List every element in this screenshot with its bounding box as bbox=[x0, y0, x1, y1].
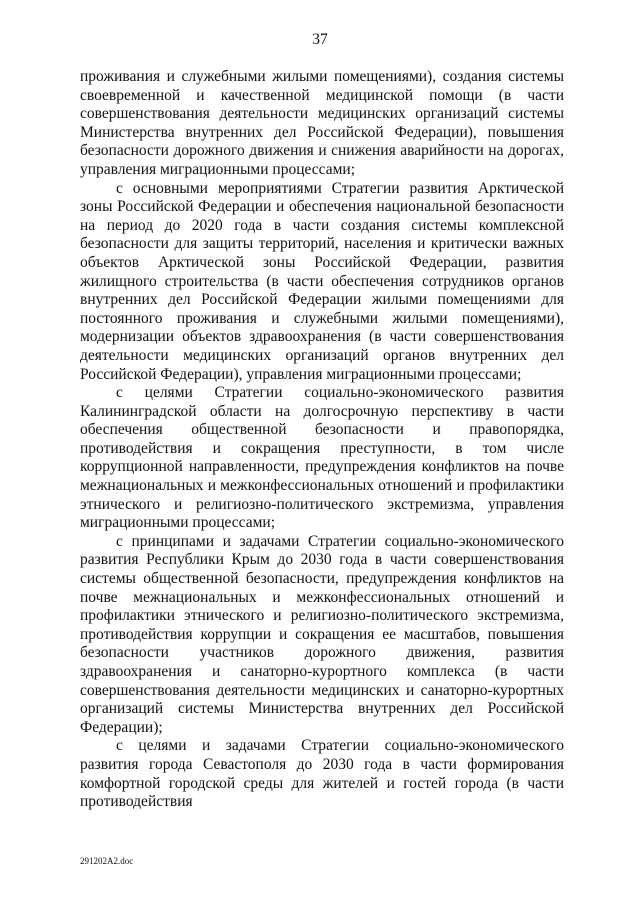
body-text bbox=[80, 68, 564, 812]
paragraph: с основными мероприятиями Стратегии развития Арктической зоны Российской Федерации и обеспечения национальной безопасности на период до 2020 года в части создания системы комплексной безопасности для защиты территорий, населения и критически важных объектов Арктической зоны Российской Федерации, развития жилищного строительства (в части обеспечения сотрудников органов внутренних дел Российской Федерации жилыми помещениями для постоянного проживания и служебными жилыми помещениями), модернизации объектов здравоохранения (в части совершенствования деятельности медицинских организаций органов внутренних дел Российской Федерации), управления миграционными процессами; bbox=[80, 179, 564, 383]
paragraph: с целями и задачами Стратегии социально-экономического развития города Севастополя до 2030 года в части формирования комфортной городской среды для жителей и гостей города (в части противодействия bbox=[80, 737, 564, 811]
paragraph: с принципами и задачами Стратегии социально-экономического развития Республики Крым до 2030 года в части совершенствования системы общественной безопасности, предупреждения конфликтов на почве межнациональных и межконфессиональных отношений и профилактики этнического и религиозно-политического экстремизма, противодействия коррупции и сокращения ее масштабов, повышения безопасности участников дорожного движения, развития здравоохранения и санаторно-курортного комплекса (в части совершенствования деятельности медицинских и санаторно-курортных организаций системы Министерства внутренних дел Российской Федерации); bbox=[80, 532, 564, 736]
page-number: 37 bbox=[312, 31, 328, 48]
paragraph: проживания и служебными жилыми помещениями), создания системы своевременной и качественной медицинской помощи (в части совершенствования деятельности медицинских организаций системы Министерства внутренних дел Российской Федерации), повышения безопасности дорожного движения и снижения аварийности на дорогах, управления миграционными процессами; bbox=[80, 68, 564, 178]
footer-filename: 291202A2.doc bbox=[80, 856, 134, 866]
paragraph: с целями Стратегии социально-экономического развития Калининградской области на долгосрочную перспективу в части обеспечения общественной безопасности и правопорядка, противодействия и сокращения преступности, в том числе коррупционной направленности, предупреждения конфликтов на почве межнациональных и межконфессиональных отношений и профилактики этнического и религиозно-политического экстремизма, управления миграционными процессами; bbox=[80, 384, 564, 532]
